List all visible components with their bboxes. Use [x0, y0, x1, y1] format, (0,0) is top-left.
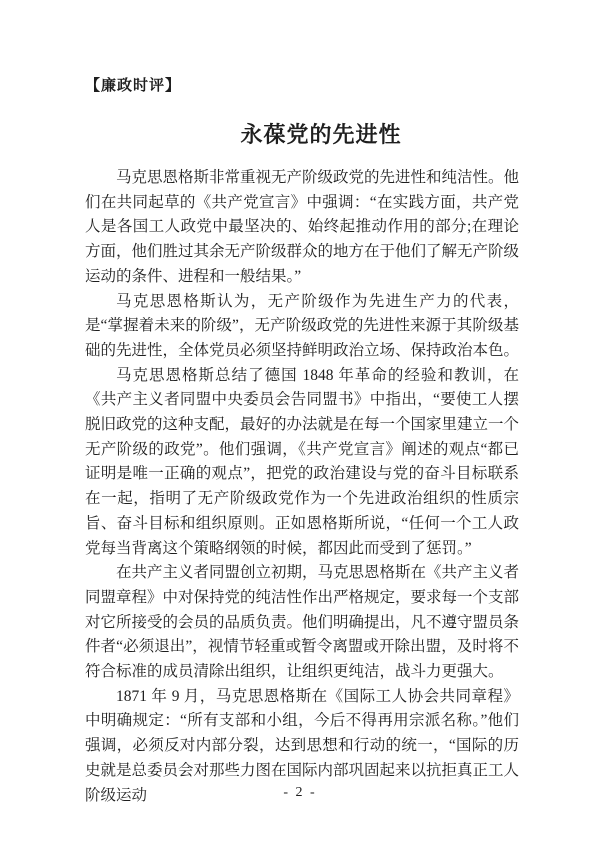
paragraph-3: 马克思恩格斯总结了德国 1848 年革命的经验和教训，在《共产主义者同盟中央委员会告同盟书》中指出，“要使工人摆脱旧政党的这种支配，最好的办法就是在每一个国家里建立一个无产阶级的政党”。他们强调，《共产党宣言》阐述的观点“都已证明是唯一正确的观点”，把党的政治建设与党的奋斗目标联系在一起，指明了无产阶级政党作为一个先进政治组织的性质宗旨、奋斗目标和组织原则。正如恩格斯所说，“任何一个工人政党每当背离这个策略纲领的时候，都因此而受到了惩罚。”	[85, 366, 520, 557]
document-body	[85, 166, 519, 808]
paragraph-2: 马克思恩格斯认为，无产阶级作为先进生产力的代表，是“掌握着未来的阶级”，无产阶级政党的先进性来源于其阶级基础的先进性，全体党员必须坚持鲜明政治立场、保持政治本色。	[85, 292, 520, 359]
paragraph-4: 在共产主义者同盟创立初期，马克思恩格斯在《共产主义者同盟章程》中对保持党的纯洁性作出严格规定，要求每一个支部对它所接受的会员的品质负责。他们明确提出，凡不遵守盟员条件者“必须退出”，视情节轻重或暂令离盟或开除出盟，及时将不符合标准的成员清除出组织，让组织更纯洁，战斗力更强大。	[85, 564, 520, 681]
section-tag: 【廉政时评】	[85, 78, 182, 94]
paragraph-1: 马克思恩格斯非常重视无产阶级政党的先进性和纯洁性。他们在共同起草的《共产党宣言》中强调：“在实践方面，共产党人是各国工人政党中最坚决的、始终起推动作用的部分;在理论方面，他们胜过其余无产阶级群众的地方在于他们了解无产阶级运动的条件、进程和一般结果。”	[85, 169, 520, 285]
document-title: 永葆党的先进性	[240, 122, 402, 147]
paragraph-5: 1871 年 9 月，马克思恩格斯在《国际工人协会共同章程》中明确规定：“所有支部和小组，今后不得再用宗派名称。”他们强调，必须反对内部分裂，达到思想和行动的统一，“国际的历史就是总委员会对那些力图在国际内部巩固起来以抗拒真正工人阶级运动	[85, 687, 520, 804]
page-number: - 2 -	[283, 785, 317, 800]
